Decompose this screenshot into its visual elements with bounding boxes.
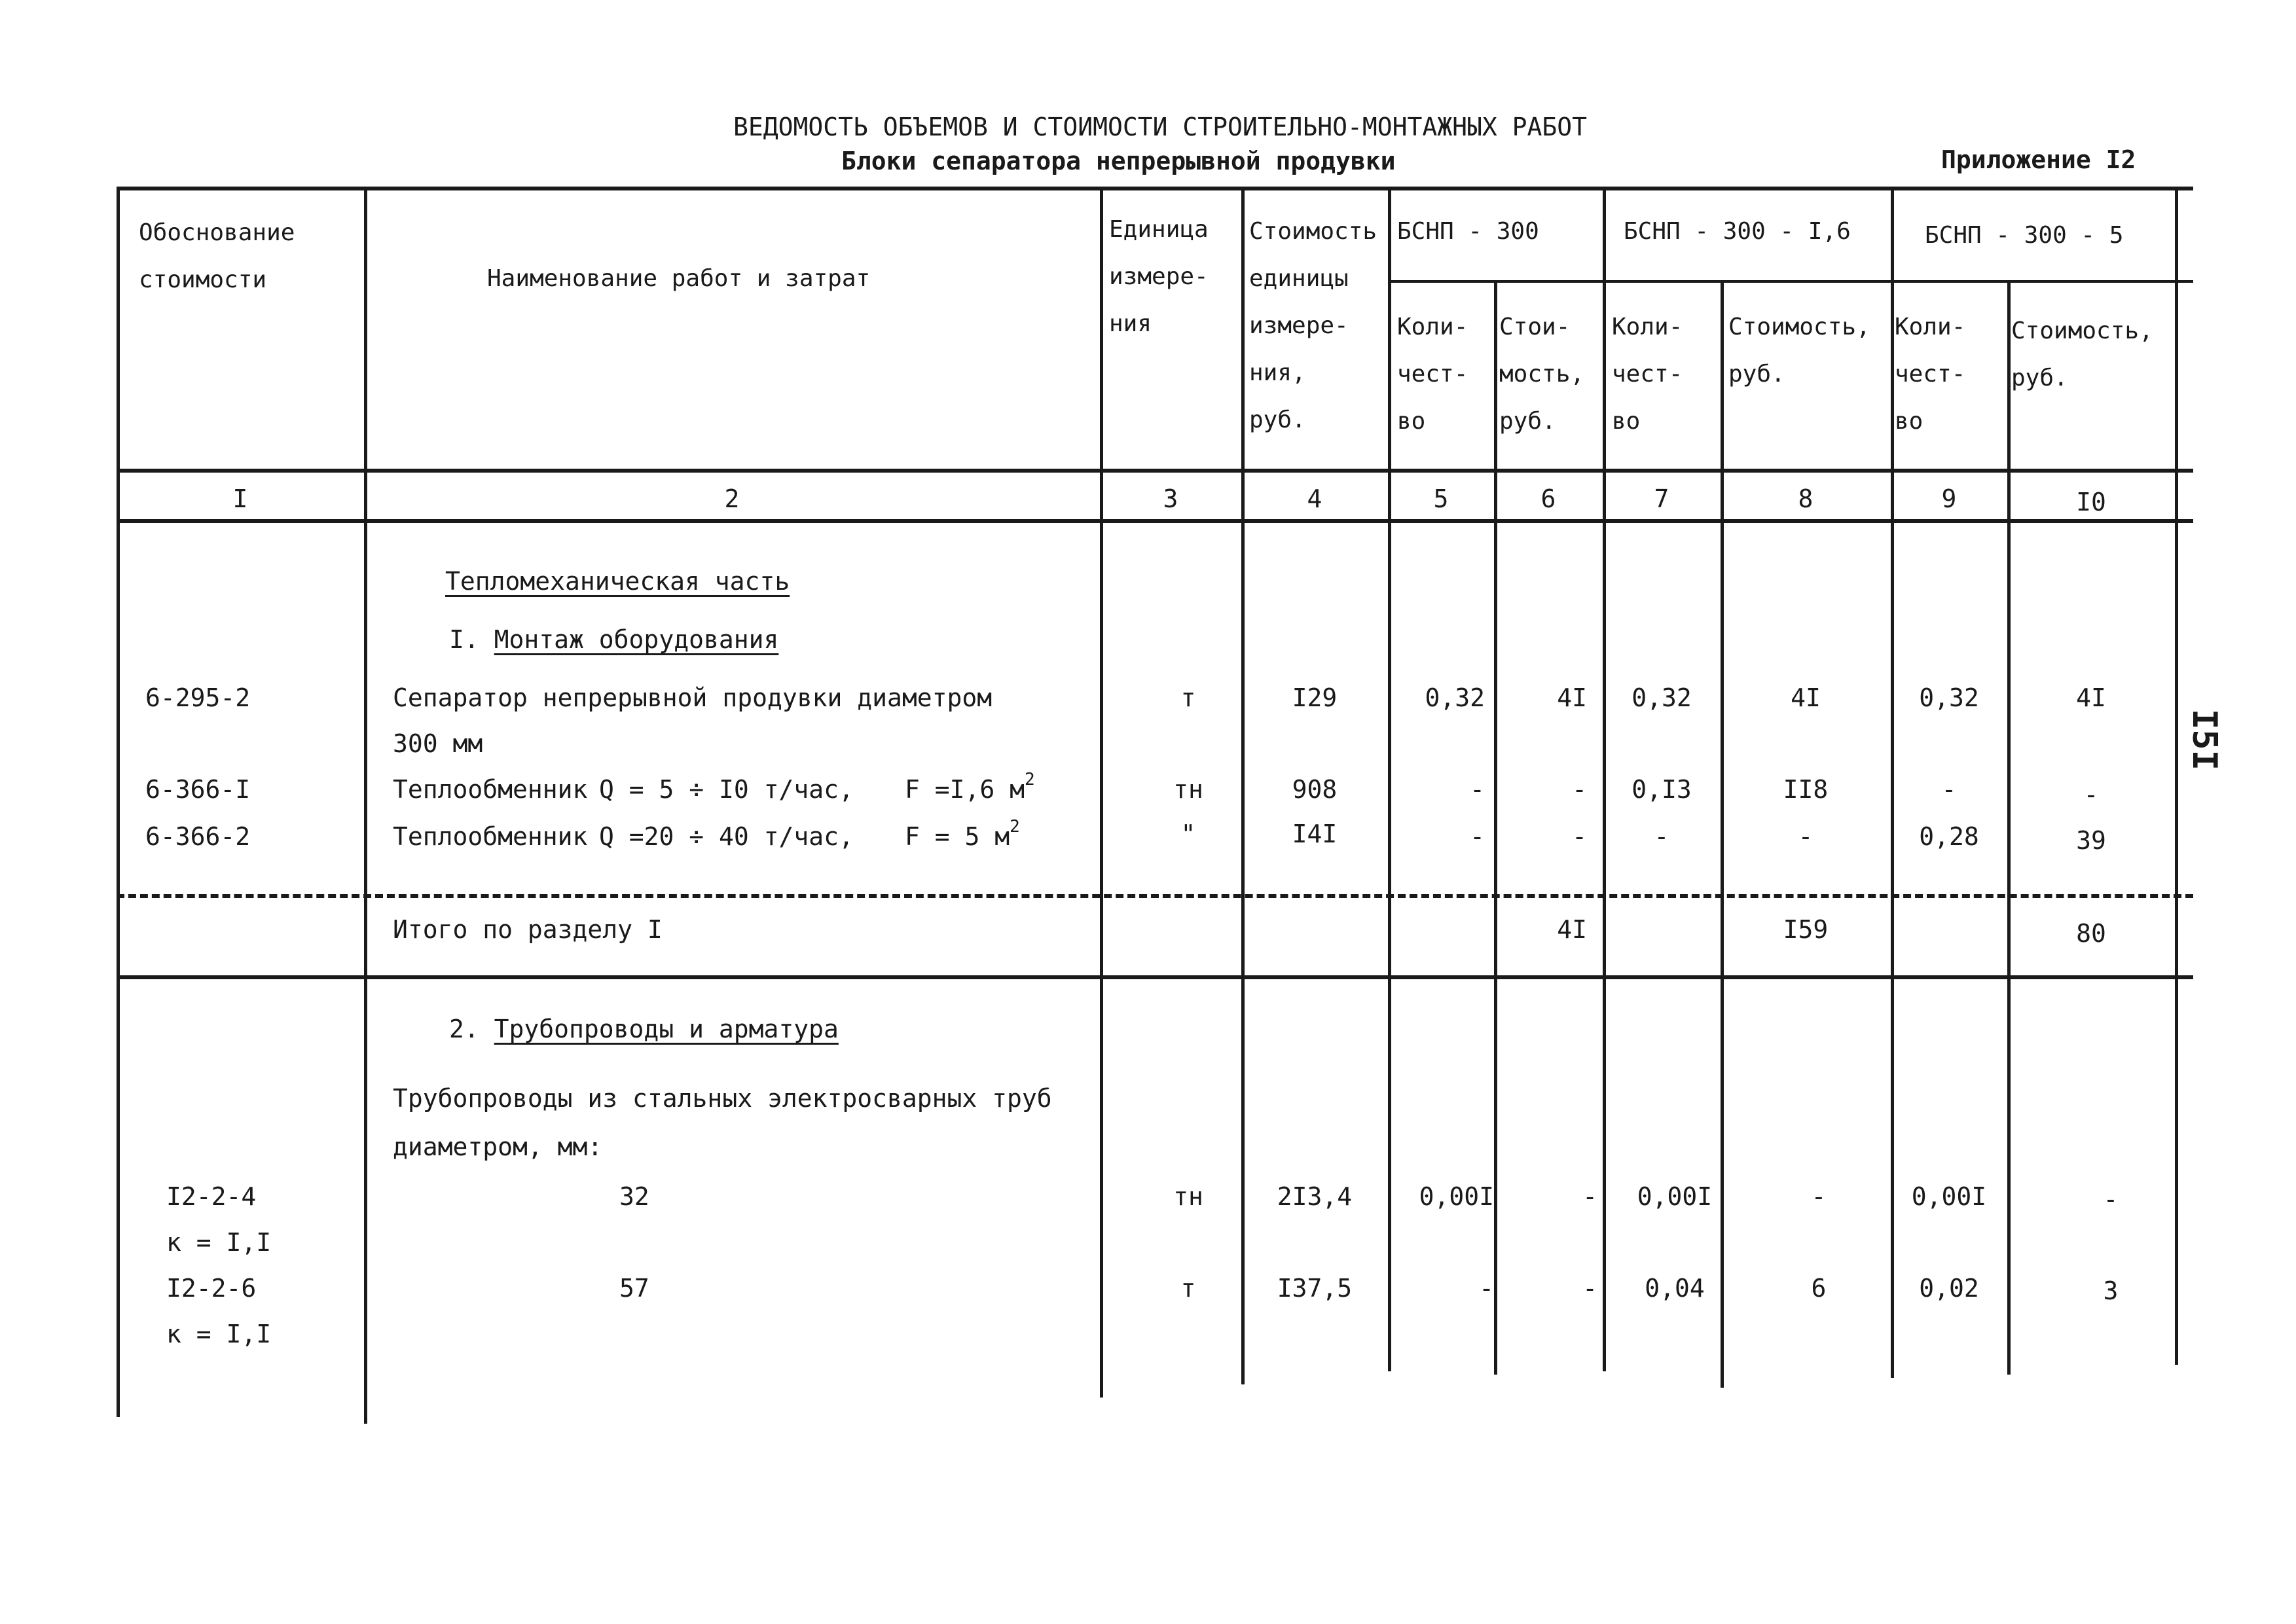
- subtotal-bottom-line: [117, 975, 2193, 979]
- row1-code: 6-295-2: [145, 683, 251, 712]
- header-cost-2: Стоимость, руб.: [1728, 314, 1870, 388]
- row4-qty1: 0,00I: [1419, 1182, 1494, 1211]
- header-group-bsnp-300: БСНП - 300: [1397, 218, 1539, 245]
- header-bottom-line: [117, 469, 2193, 473]
- row3-cost1: -: [1572, 822, 1587, 851]
- section1-text: Монтаж оборудования: [494, 625, 779, 654]
- document-title: ВЕДОМОСТЬ ОБЪЕМОВ И СТОИМОСТИ СТРОИТЕЛЬНО-МОНТАЖНЫХ РАБОТ: [733, 113, 1588, 141]
- row4-k: к = I,I: [166, 1228, 272, 1257]
- header-qty-2: Коли- чест- во: [1612, 314, 1683, 435]
- row2-unit: тн: [1173, 775, 1203, 804]
- row4-price: 2I3,4: [1277, 1182, 1353, 1211]
- colnum-3: 3: [1163, 484, 1178, 513]
- row2-cost1: -: [1572, 775, 1587, 804]
- header-unit-price: Стоимость единицы измере- ния, руб.: [1249, 218, 1377, 433]
- header-basis: Обоснование стоимости: [139, 219, 295, 293]
- header-cost-3: Стоимость, руб.: [2011, 317, 2153, 391]
- row2-qty1: -: [1470, 775, 1485, 804]
- row2-name: Теплообменник: [393, 775, 588, 804]
- section1-top-line: [117, 894, 2193, 898]
- row4-qty2: 0,00I: [1637, 1182, 1713, 1211]
- colnum-bottom-line: [117, 519, 2193, 523]
- row5-unit: т: [1180, 1274, 1196, 1303]
- row2-formula: Q = 5 ÷ I0 т/час,: [599, 775, 854, 804]
- row3-price: I4I: [1292, 820, 1338, 848]
- row4-diameter: 32: [619, 1182, 649, 1211]
- header-work-name: Наименование работ и затрат: [487, 265, 871, 292]
- row2-code: 6-366-I: [145, 775, 251, 804]
- row3-formula: Q =20 ÷ 40 т/час,: [599, 822, 854, 851]
- col-divider-1: [364, 187, 367, 1424]
- row1-cost2: 4I: [1791, 683, 1821, 712]
- row3-code: 6-366-2: [145, 822, 251, 851]
- row2-price: 908: [1292, 775, 1338, 804]
- row2-qty3: -: [1941, 775, 1957, 804]
- row3-unit: ": [1180, 820, 1196, 848]
- row5-qty1: -: [1479, 1274, 1494, 1303]
- row1-name-cont: 300 мм: [393, 729, 483, 758]
- row2-qty2: 0,I3: [1631, 775, 1692, 804]
- row3-cost2: -: [1798, 822, 1813, 851]
- section1-title: [449, 625, 778, 654]
- header-unit: Единица измере- ния: [1109, 216, 1209, 337]
- table-left-border: [117, 187, 120, 1417]
- row4-cost1: -: [1582, 1182, 1597, 1211]
- row1-cost1: 4I: [1557, 683, 1587, 712]
- group-header-line: [1388, 280, 2193, 283]
- row1-price: I29: [1292, 683, 1338, 712]
- colnum-6: 6: [1540, 484, 1556, 513]
- table-top-border: [117, 187, 2193, 190]
- row5-k: к = I,I: [166, 1320, 272, 1348]
- row4-unit: тн: [1173, 1182, 1203, 1211]
- row3-cost3: 39: [2076, 826, 2106, 855]
- row1-name: Сепаратор непрерывной продувки диаметром: [393, 683, 993, 712]
- row1-unit: т: [1180, 683, 1196, 712]
- colnum-8: 8: [1798, 484, 1813, 513]
- colnum-9: 9: [1941, 484, 1957, 513]
- header-group-bsnp-300-1-6: БСНП - 300 - I,6: [1624, 218, 1851, 245]
- row3-area: F = 5 $м^2$: [905, 817, 1020, 851]
- row5-qty2: 0,04: [1645, 1274, 1705, 1303]
- row5-cost1: -: [1582, 1274, 1597, 1303]
- row5-qty3: 0,02: [1919, 1274, 1979, 1303]
- section2-title: [449, 1015, 839, 1043]
- row4-code: I2-2-4: [166, 1182, 257, 1211]
- colnum-2: 2: [724, 484, 740, 513]
- row2-cost2: II8: [1783, 775, 1829, 804]
- colnum-5: 5: [1433, 484, 1449, 513]
- row1-qty3: 0,32: [1919, 683, 1979, 712]
- subtotal-cost3: 80: [2076, 919, 2106, 948]
- row5-cost2: 6: [1811, 1274, 1827, 1303]
- appendix-label: Приложение I2: [1941, 145, 2136, 174]
- row3-qty3: 0,28: [1919, 822, 1979, 851]
- header-group-bsnp-300-5: БСНП - 300 - 5: [1925, 222, 2124, 249]
- section2-intro-line2: диаметром, мм:: [393, 1132, 603, 1161]
- row2-area: F =I,6 $м^2$: [905, 770, 1035, 804]
- row1-qty1: 0,32: [1425, 683, 1485, 712]
- row5-cost3: 3: [2103, 1276, 2119, 1305]
- header-qty-1: Коли- чест- во: [1397, 314, 1468, 435]
- section2-intro-line1: Трубопроводы из стальных электросварных труб: [393, 1084, 1052, 1113]
- row4-qty3: 0,00I: [1911, 1182, 1987, 1211]
- section-heading: Тепломеханическая часть: [445, 567, 790, 596]
- row3-qty2: -: [1654, 822, 1669, 851]
- colnum-7: 7: [1654, 484, 1669, 513]
- document-subtitle: Блоки сепаратора непрерывной продувки: [841, 147, 1396, 175]
- row5-code: I2-2-6: [166, 1274, 257, 1303]
- colnum-4: 4: [1307, 484, 1322, 513]
- row1-qty2: 0,32: [1631, 683, 1692, 712]
- page-number: I5I: [2184, 709, 2224, 770]
- row2-cost3: -: [2083, 780, 2099, 809]
- row5-diameter: 57: [619, 1274, 649, 1303]
- colnum-10: I0: [2076, 488, 2106, 516]
- section2-number: 2.: [449, 1015, 479, 1043]
- header-cost-1: Стои- мость, руб.: [1499, 314, 1585, 435]
- row4-cost2: -: [1811, 1182, 1827, 1211]
- row3-name: Теплообменник: [393, 822, 588, 851]
- row4-cost3: -: [2103, 1185, 2119, 1214]
- section2-text: Трубопроводы и арматура: [494, 1015, 839, 1043]
- row1-cost3: 4I: [2076, 683, 2106, 712]
- section1-number: I.: [449, 625, 479, 654]
- row5-price: I37,5: [1277, 1274, 1353, 1303]
- colnum-1: I: [232, 484, 248, 513]
- row3-qty1: -: [1470, 822, 1485, 851]
- subtotal-cost1: 4I: [1557, 915, 1587, 944]
- subtotal-label: Итого по разделу I: [393, 915, 663, 944]
- header-qty-3: Коли- чест- во: [1895, 314, 1966, 435]
- subtotal-cost2: I59: [1783, 915, 1829, 944]
